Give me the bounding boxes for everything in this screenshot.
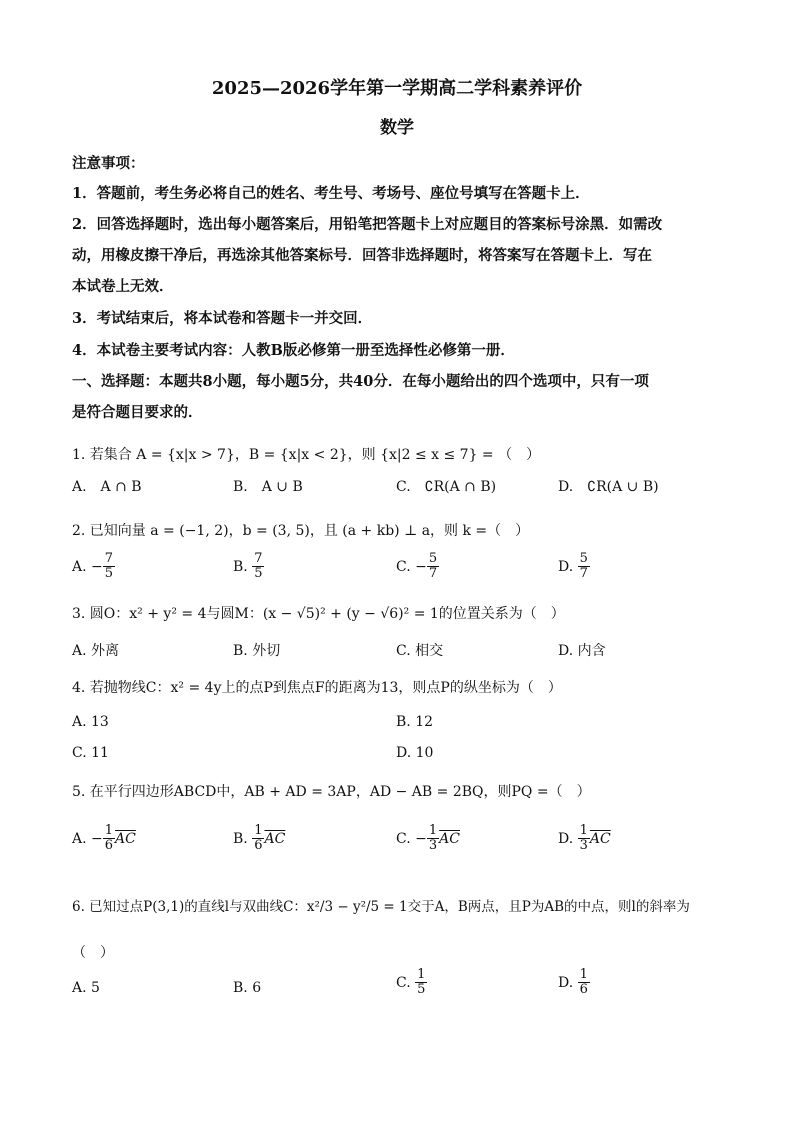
notice-item-1: 1．答题前，考生务必将自己的姓名、考生号、考场号、座位号填写在答题卡上． <box>72 185 590 202</box>
subject-title: 数学 <box>380 118 414 138</box>
q6-option-b: B. 6 <box>233 980 262 996</box>
notice-item-2-end: 本试卷上无效． <box>72 278 174 295</box>
section-heading-cont: 是符合题目要求的． <box>72 404 203 421</box>
question-6-stem: 6. 已知过点P(3,1)的直线l与双曲线C：x²/3 − y²/5 = 1交于A，B两点，且P为AB的中点，则l的斜率为 <box>72 899 690 915</box>
q1-option-d: D. ∁R(A ∪ B) <box>558 479 659 495</box>
exam-title: 2025—2026学年第一学期高二学科素养评价 <box>211 78 583 99</box>
q2-c-fraction: $\frac{5}{7}$ <box>428 551 438 582</box>
q2-b-fraction: $\frac{7}{5}$ <box>254 551 263 582</box>
q5-a-fraction: $\frac{1}{6}$ <box>104 823 114 854</box>
q6-d-fraction: $\frac{1}{6}$ <box>579 967 588 998</box>
notice-item-2-cont: 动，用橡皮擦干净后，再选涂其他答案标号．回答非选择题时，将答案写在答题卡上．写在 <box>72 247 652 264</box>
q2-option-b: B. $\frac{7}{5}$ <box>233 551 263 582</box>
q3-option-b: B. 外切 <box>233 643 281 659</box>
q3-option-d: D. 内含 <box>558 643 606 659</box>
notice-item-2: 2．回答选择题时，选出每小题答案后，用铅笔把答题卡上对应题目的答案标号涂黑．如需改 <box>72 216 663 233</box>
q5-b-fraction: $\frac{1}{6}$ <box>254 823 263 854</box>
q2-option-c: C. − $\frac{5}{7}$ <box>396 551 438 582</box>
notice-item-3: 3．考试结束后，将本试卷和答题卡一并交回． <box>72 310 373 327</box>
q5-option-a: A. − $\frac{1}{6}$ $\overline{AC}$ <box>72 823 136 854</box>
q1-option-a: A. A ∩ B <box>72 479 142 495</box>
q4-option-a: A. 13 <box>72 714 109 730</box>
q2-option-a: A. − $\frac{7}{5}$ <box>72 551 114 582</box>
q5-option-b: B. $\frac{1}{6}$ $\overline{AC}$ <box>233 823 286 854</box>
q2-d-fraction: $\frac{5}{7}$ <box>579 551 588 582</box>
question-5-stem: 5. 在平行四边形ABCD中，AB + AD = 3AP，AD − AB = 2BQ，则PQ =（ ） <box>72 784 591 800</box>
q4-option-b: B. 12 <box>396 714 434 730</box>
section-heading: 一、选择题：本题共8小题，每小题5分，共40分．在每小题给出的四个选项中，只有一项 <box>72 373 649 390</box>
notice-item-4: 4．本试卷主要考试内容：人教B版必修第一册至选择性必修第一册． <box>72 342 515 359</box>
question-6-stem-cont: （ ） <box>72 945 114 961</box>
q5-c-fraction: $\frac{1}{3}$ <box>428 823 438 854</box>
q2-option-d: D. $\frac{5}{7}$ <box>558 551 588 582</box>
q4-option-d: D. 10 <box>396 745 434 761</box>
question-3-stem: 3. 圆O：x² + y² = 4与圆M：(x − √5)² + (y − √6)² = 1的位置关系为（ ） <box>72 606 565 622</box>
q6-c-fraction: $\frac{1}{5}$ <box>417 967 426 998</box>
q6-option-c: C. $\frac{1}{5}$ <box>396 967 426 998</box>
q3-option-c: C. 相交 <box>396 643 444 659</box>
question-2-stem: 2. 已知向量 a = (−1, 2)，b = (3, 5)，且 (a + kb) ⊥ a，则 k =（ ） <box>72 523 530 539</box>
q6-option-a: A. 5 <box>72 980 100 996</box>
notice-heading: 注意事项： <box>72 155 145 172</box>
q1-option-b: B. A ∪ B <box>233 479 303 495</box>
q2-a-fraction: $\frac{7}{5}$ <box>104 551 114 582</box>
q5-option-d: D. $\frac{1}{3}$ $\overline{AC}$ <box>558 823 611 854</box>
q5-d-fraction: $\frac{1}{3}$ <box>579 823 588 854</box>
q4-option-c: C. 11 <box>72 745 109 761</box>
q6-option-d: D. $\frac{1}{6}$ <box>558 967 588 998</box>
question-4-stem: 4. 若抛物线C：x² = 4y上的点P到焦点F的距离为13，则点P的纵坐标为（ ） <box>72 680 562 696</box>
q5-option-c: C. − $\frac{1}{3}$ $\overline{AC}$ <box>396 823 460 854</box>
q1-option-c: C. ∁R(A ∩ B) <box>396 479 497 495</box>
q3-option-a: A. 外离 <box>72 643 120 659</box>
question-1-stem: 1. 若集合 A = {x|x > 7}，B = {x|x < 2}，则 {x|2 ≤ x ≤ 7} = （ ） <box>72 447 541 463</box>
